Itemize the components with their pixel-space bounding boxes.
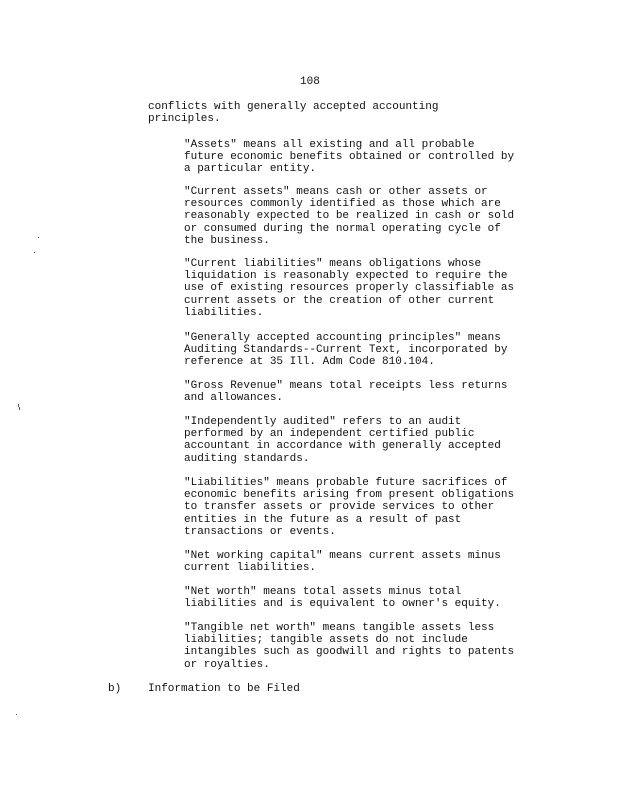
intro-paragraph: conflicts with generally accepted accounting principles. <box>148 101 439 126</box>
definition-current-assets: "Current assets" means cash or other assets or resources commonly identified as those which are reasonably expected to be realized in cash or sold or consumed during the normal operating cycle of the business. <box>184 186 515 247</box>
definition-net-worth: "Net worth" means total assets minus total liabilities and is equivalent to owner's equity. <box>184 586 501 611</box>
scan-speck <box>38 237 39 238</box>
scan-speck <box>16 714 17 715</box>
subsection-marker: b) <box>108 683 122 695</box>
definition-current-liabilities: "Current liabilities" means obligations whose liquidation is reasonably expected to require the use of existing resources properly classifiable as current assets or the creation of other current liabilities. <box>184 258 515 319</box>
definition-independently-audited: "Independently audited" refers to an audit performed by an independent certified public accountant in accordance with generally accepted auditing standards. <box>184 416 501 465</box>
definition-assets: "Assets" means all existing and all probable future economic benefits obtained or controlled by a particular entity. <box>184 139 515 176</box>
page-number: 108 <box>300 76 320 88</box>
definition-liabilities: "Liabilities" means probable future sacrifices of economic benefits arising from present obligations to transfer assets or provide services to other entities in the future as a result of past transactions or events. <box>184 477 515 538</box>
definition-tangible-net-worth: "Tangible net worth" means tangible assets less liabilities; tangible assets do not include intangibles such as goodwill and rights to patents or royalties. <box>184 622 515 671</box>
definition-gross-revenue: "Gross Revenue" means total receipts less returns and allowances. <box>184 380 508 405</box>
scan-speck <box>34 252 35 253</box>
scan-speck <box>19 407 20 410</box>
definition-gaap: "Generally accepted accounting principles" means Auditing Standards--Current Text, incorporated by reference at 35 Ill. Adm Code 810.104. <box>184 332 508 369</box>
definition-net-working-capital: "Net working capital" means current assets minus current liabilities. <box>184 550 501 575</box>
subsection-title: Information to be Filed <box>148 683 300 695</box>
